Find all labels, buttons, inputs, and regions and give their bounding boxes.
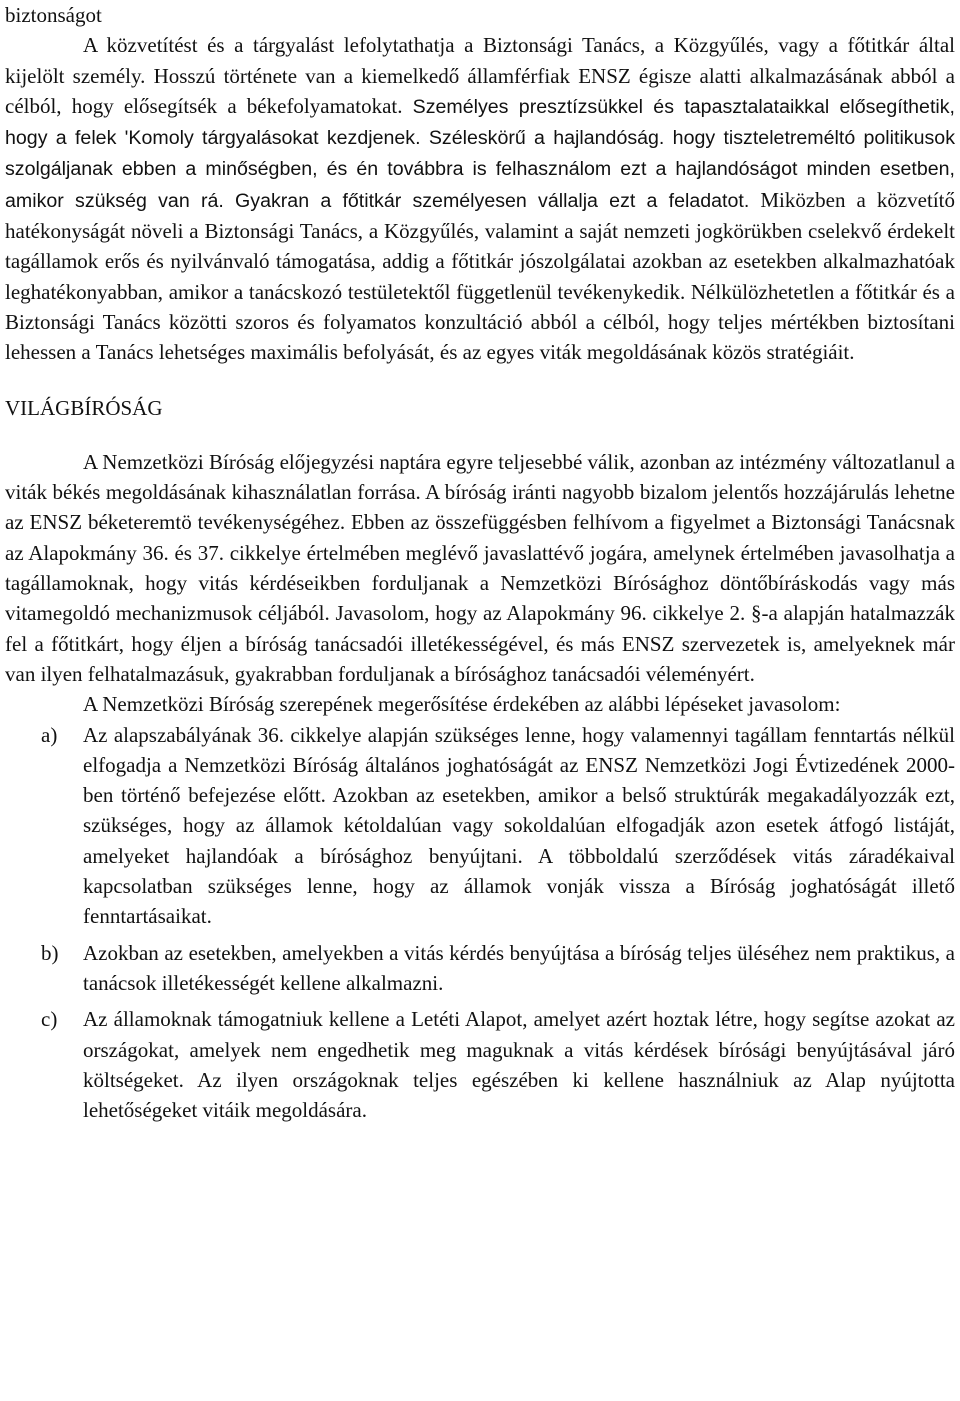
list-item xyxy=(5,720,955,932)
list-item xyxy=(5,1004,955,1125)
paragraph-mediation-part-3: Miközben a közvetítő hatékonyságát növeli a Biztonsági Tanács, a Közgyűlés, valamint a saját nemzeti jogkörükben cselekvő érdekelt tagállamok erős és nyilvánvaló támogatása, addig a főtitkár jószolgálatai azokban az esetekben alkalmazhatóak leghatékonyabban, amikor a tanácskozó testületektől függetlenül tevékenykedik. Nélkülözhetetlen a főtitkár és a Biztonsági Tanács közötti szoros és folyamatos konzultáció abból a célból, hogy teljes mértékben biztosítani lehessen a Tanács lehetséges maximális befolyását, és az egyes viták megoldásának közös stratégiáit. xyxy=(5,187,956,365)
list-item-text: Azokban az esetekben, amelyekben a vitás kérdés benyújtása a bíróság teljes üléséhez nem praktikus, a tanácsok illetékességét kellene alkalmazni. xyxy=(83,940,955,995)
paragraph-proposals-intro: A Nemzetközi Bíróság szerepének megerősítése érdekében az alábbi lépéseket javasolom: xyxy=(83,692,841,717)
list-item-marker: c) xyxy=(41,1007,58,1032)
paragraph-world-court: A Nemzetközi Bíróság előjegyzési naptára egyre teljesebbé válik, azonban az intézmény változatlanul a viták békés megoldásának kihasználatlan forrása. A bíróság iránti nagyobb bizalom jelentős hozzájárulás lehetne az ENSZ béketeremtö tevékenységéhez. Ebben az összefüggésben felhívom a figyelmet a Biztonsági Tanácsnak az Alapokmány 36. és 37. cikkelye értelmében meglévő javaslattévő jogára, amelynek értelmében javasolhatja a tagállamoknak, hogy vitás kérdéseikben forduljanak a Nemzetközi Bírósághoz döntőbíráskodás vagy más vitamegoldó mechanizmusok céljából. Javasolom, hogy az Alapokmány 96. cikkelye 2. §-a alapján hatalmazzák fel a főtitkárt, hogy éljen a bíróság tanácsadói illetékességével, és más ENSZ szervezetek is, amelyeknek már van ilyen felhatalmazásuk, gyakrabban forduljanak a bírósághoz tanácsadói véleményért. xyxy=(5,449,955,686)
list-item-text: Az államoknak támogatniuk kellene a Letéti Alapot, amelyet azért hoztak létre, hogy segítse azokat az országokat, amelyek nem engedhetik meg maguknak a vitás kérdések bírósági benyújtásával járó költségeket. Az ilyen országoknak teljes egészében ki kellene használniuk az Alap nyújtotta lehetőségeket vitáik megoldására. xyxy=(83,1007,955,1123)
list-item-marker: b) xyxy=(41,940,59,965)
paragraph-mediation xyxy=(5,30,955,367)
paragraph-mediation-part-2: Személyes presztízsükkel és tapasztalataikkal elősegíthetik, hogy a felek 'Komoly tárgyalásokat kezdjenek. Széleskörű a hajlandóság. hogy tiszteletreméltó politikusok szolgáljanak ebben a minőségben, és én továbbra is felhasználom ezt a hajlandóságot minden esetben, amikor szükség van rá. Gyakran a főtitkár személyesen vállalja ezt a feladatot. xyxy=(5,95,955,212)
document-page xyxy=(5,0,955,1131)
paragraph-mediation-part-1: A közvetítést és a tárgyalást lefolytathatja a Biztonsági Tanács, a Közgyűlés, vagy a főtitkár által kijelölt személy. Hosszú története van a kiemelkedő államférfiak ENSZ égisze alatti alkalmazásának abból a célból, hogy elősegítsék a békefolyamatokat. xyxy=(5,33,955,118)
top-fragment: biztonságot xyxy=(5,3,102,27)
list-item-marker: a) xyxy=(41,722,58,747)
section-heading: VILÁGBÍRÓSÁG xyxy=(5,395,163,420)
proposal-list xyxy=(5,720,955,1126)
list-item xyxy=(5,938,955,999)
list-item-text: Az alapszabályának 36. cikkelye alapján szükséges lenne, hogy valamennyi tagállam fenntartás nélkül elfogadja a Nemzetközi Bíróság általános joghatóságát az ENSZ Nemzetközi Jogi Évtizedének 2000-ben történő befejezése előtt. Azokban az esetekben, amikor a belső struktúrák megakadályozzák ezt, szükséges, hogy az államok kétoldalúan vagy sokoldalúan elfogadják azon esetek átfogó listáját, amelyeket hajlandóak a bírósághoz benyújtani. A többoldalú szerződések vitás záradékaival kapcsolatban szükséges lenne, hogy az államok vonják vissza a Bíróság joghatóságát illető fenntartásaikat. xyxy=(83,722,955,929)
